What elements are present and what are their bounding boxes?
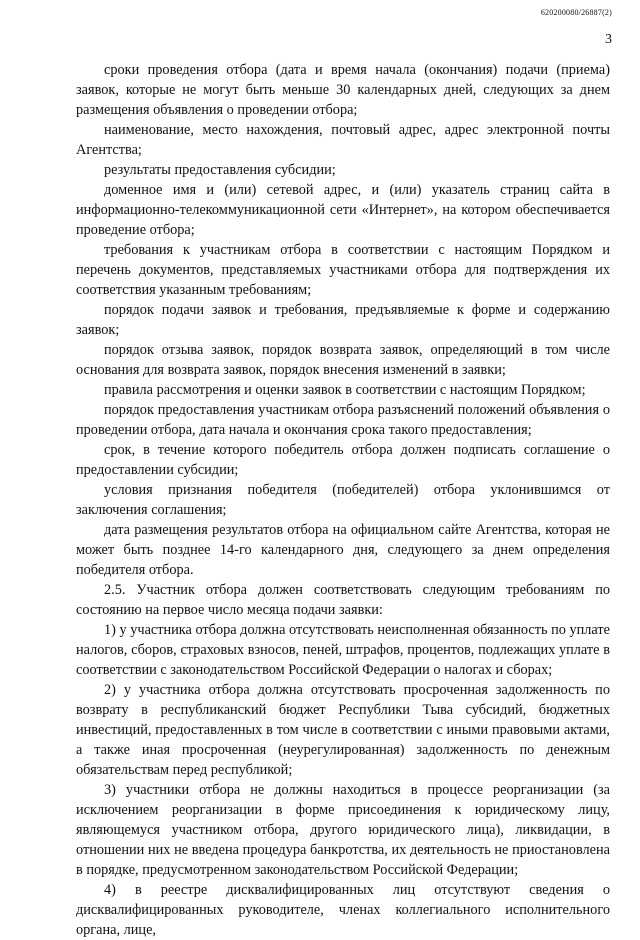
paragraph: порядок отзыва заявок, порядок возврата заявок, определяющий в том числе основания для возврата заявок, порядок внесения изменений в заявки; [76,342,610,378]
paragraph: дата размещения результатов отбора на официальном сайте Агентства, которая не может быть позднее 14-го календарного дня, следующего за днем определения победителя отбора. [76,522,610,578]
paragraph: доменное имя и (или) сетевой адрес, и (или) указатель страниц сайта в информационно-телекоммуникационной сети «Интернет», на котором обеспечивается проведение отбора; [76,182,610,238]
requirement-item-4: 4) в реестре дисквалифицированных лиц отсутствуют сведения о дисквалифицированных руководителе, членах коллегиального исполнительного органа, лице, [76,882,610,938]
section-paragraph-2-5: 2.5. Участник отбора должен соответствовать следующим требованиям по состоянию на первое число месяца подачи заявки: [76,582,610,618]
paragraph: результаты предоставления субсидии; [104,162,336,178]
requirement-item-3: 3) участники отбора не должны находиться в процессе реорганизации (за исключением реорганизации в форме присоединения к юридическому лицу, являющемуся участником отбора, другого юридического лица), ликвидации, в отношении них не введена процедура банкротства, их деятельность не приостановлена в порядке, предусмотренном законодательством Российской Федерации; [76,782,610,878]
paragraph: требования к участникам отбора в соответствии с настоящим Порядком и перечень документов, представляемых участниками отбора для подтверждения их соответствия указанным требованиям; [76,242,610,298]
document-code: 620200080/26887(2) [540,8,612,17]
paragraph: условия признания победителя (победителей) отбора уклонившимся от заключения соглашения; [76,482,610,518]
document-body [76,60,610,940]
paragraph: правила рассмотрения и оценки заявок в соответствии с настоящим Порядком; [104,382,586,398]
paragraph: сроки проведения отбора (дата и время начала (окончания) подачи (приема) заявок, которые не могут быть меньше 30 календарных дней, следующих за днем размещения объявления о проведении отбора; [76,62,610,118]
requirement-item-2: 2) у участника отбора должна отсутствовать просроченная задолженность по возврату в республиканский бюджет Республики Тыва субсидий, бюджетных инвестиций, предоставленных в том числе в соответствии с иными правовыми актами, а также иная просроченная (неурегулированная) задолженность по денежным обязательствам перед республикой; [76,682,610,778]
paragraph: наименование, место нахождения, почтовый адрес, адрес электронной почты Агентства; [76,122,610,158]
paragraph: порядок подачи заявок и требования, предъявляемые к форме и содержанию заявок; [76,302,610,338]
paragraph: срок, в течение которого победитель отбора должен подписать соглашение о предоставлении субсидии; [76,442,610,478]
page-number: 3 [605,32,612,47]
requirement-item-1: 1) у участника отбора должна отсутствовать неисполненная обязанность по уплате налогов, сборов, страховых взносов, пеней, штрафов, процентов, подлежащих уплате в соответствии с законодательством Российской Федерации о налогах и сборах; [76,622,610,678]
paragraph: порядок предоставления участникам отбора разъяснений положений объявления о проведении отбора, дата начала и окончания срока такого предоставления; [76,402,610,438]
